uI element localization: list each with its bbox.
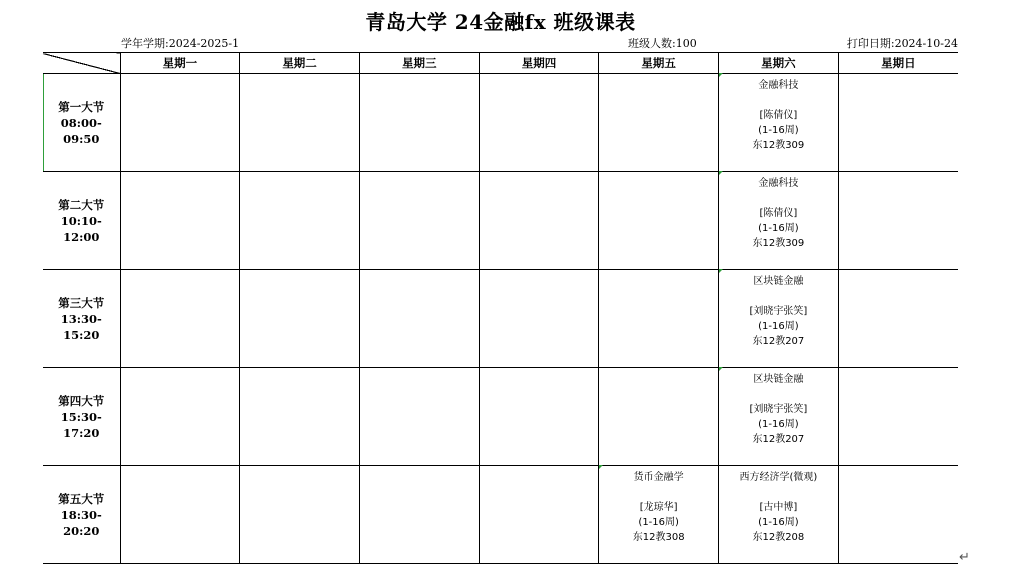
day-header-tue: 星期二	[240, 53, 360, 74]
comment-marker-icon	[719, 73, 723, 77]
slot-cell[interactable]	[838, 270, 958, 368]
course-room: 东12教309	[752, 140, 805, 151]
course-teacher: [陈倩仪]	[759, 110, 798, 121]
slot-cell[interactable]	[599, 74, 719, 172]
period-end: 09:50	[63, 131, 100, 146]
slot-cell[interactable]	[599, 172, 719, 270]
slot-cell[interactable]	[479, 466, 599, 564]
comment-marker-icon	[719, 367, 723, 371]
period-start: 18:30-	[60, 507, 102, 522]
slot-cell[interactable]	[599, 270, 719, 368]
slot-cell[interactable]	[120, 466, 240, 564]
page-title: 青岛大学 24金融fx 班级课表	[365, 10, 636, 34]
slot-cell[interactable]	[599, 368, 719, 466]
period-row-1	[43, 74, 958, 172]
day-header-fri: 星期五	[599, 53, 719, 74]
period-name: 第四大节	[58, 393, 105, 408]
period-cell-4	[43, 368, 120, 466]
slot-cell[interactable]	[479, 270, 599, 368]
course-entry	[719, 368, 838, 465]
course-cell[interactable]	[719, 368, 839, 466]
course-cell[interactable]	[719, 74, 839, 172]
course-cell[interactable]	[599, 466, 719, 564]
period-name: 第三大节	[58, 295, 105, 310]
period-row-5	[43, 466, 958, 564]
course-weeks: (1-16周)	[758, 517, 799, 528]
course-weeks: (1-16周)	[758, 125, 799, 136]
period-cell-1	[43, 74, 120, 172]
course-room: 东12教308	[632, 532, 685, 543]
slot-cell[interactable]	[838, 368, 958, 466]
period-row-4	[43, 368, 958, 466]
period-end: 12:00	[63, 229, 100, 244]
course-room: 东12教208	[752, 532, 805, 543]
course-cell[interactable]	[719, 466, 839, 564]
course-room: 东12教309	[752, 238, 805, 249]
course-room: 东12教207	[752, 434, 805, 445]
slot-cell[interactable]	[240, 270, 360, 368]
course-weeks: (1-16周)	[758, 419, 799, 430]
course-teacher: [古中博]	[759, 502, 798, 513]
slot-cell[interactable]	[838, 466, 958, 564]
period-start: 10:10-	[60, 213, 102, 228]
course-name: 区块链金融	[753, 276, 804, 287]
comment-marker-icon	[719, 269, 723, 273]
course-entry	[719, 172, 838, 269]
course-weeks: (1-16周)	[758, 223, 799, 234]
slot-cell[interactable]	[359, 172, 479, 270]
slot-cell[interactable]	[120, 368, 240, 466]
corner-cell	[43, 53, 120, 74]
period-name: 第一大节	[58, 99, 105, 114]
course-name: 金融科技	[758, 178, 799, 189]
course-name: 区块链金融	[753, 374, 804, 385]
course-cell[interactable]	[719, 172, 839, 270]
course-entry	[719, 270, 838, 367]
slot-cell[interactable]	[120, 74, 240, 172]
slot-cell[interactable]	[240, 368, 360, 466]
slot-cell[interactable]	[359, 368, 479, 466]
period-cell-5	[43, 466, 120, 564]
paragraph-end-icon: ↵	[959, 550, 970, 565]
day-header-thu: 星期四	[479, 53, 599, 74]
course-name: 货币金融学	[633, 472, 684, 483]
day-header-sun: 星期日	[838, 53, 958, 74]
course-room: 东12教207	[752, 336, 805, 347]
period-start: 15:30-	[60, 409, 102, 424]
slot-cell[interactable]	[838, 172, 958, 270]
period-end: 15:20	[63, 327, 100, 342]
course-teacher: [龙琼华]	[639, 502, 678, 513]
day-header-sat: 星期六	[719, 53, 839, 74]
period-name: 第五大节	[58, 491, 105, 506]
slot-cell[interactable]	[359, 270, 479, 368]
course-name: 西方经济学(微观)	[739, 472, 818, 483]
slot-cell[interactable]	[359, 74, 479, 172]
course-weeks: (1-16周)	[638, 517, 679, 528]
header-row	[43, 53, 958, 74]
slot-cell[interactable]	[479, 368, 599, 466]
course-entry	[719, 74, 838, 171]
period-row-2	[43, 172, 958, 270]
timetable-sheet	[43, 9, 958, 564]
period-name: 第二大节	[58, 197, 105, 212]
course-teacher: [刘晓宇张笑]	[749, 306, 808, 317]
slot-cell[interactable]	[240, 466, 360, 564]
class-size-label: 班级人数:100	[628, 37, 697, 50]
term-label: 学年学期:2024-2025-1	[121, 37, 240, 50]
course-weeks: (1-16周)	[758, 321, 799, 332]
period-cell-3	[43, 270, 120, 368]
slot-cell[interactable]	[359, 466, 479, 564]
period-cell-2	[43, 172, 120, 270]
slot-cell[interactable]	[240, 172, 360, 270]
period-end: 20:20	[63, 523, 100, 538]
course-teacher: [陈倩仪]	[759, 208, 798, 219]
course-entry	[719, 466, 838, 563]
comment-marker-icon	[719, 171, 723, 175]
slot-cell[interactable]	[240, 74, 360, 172]
period-row-3	[43, 270, 958, 368]
course-cell[interactable]	[719, 270, 839, 368]
period-end: 17:20	[63, 425, 100, 440]
course-entry	[599, 466, 718, 563]
meta-row	[43, 35, 958, 52]
slot-cell[interactable]	[479, 74, 599, 172]
day-header-mon: 星期一	[120, 53, 240, 74]
comment-marker-icon	[599, 465, 603, 469]
course-name: 金融科技	[758, 80, 799, 91]
slot-cell[interactable]	[838, 74, 958, 172]
print-date-label: 打印日期:2024-10-24	[846, 37, 958, 50]
course-teacher: [刘晓宇张笑]	[749, 404, 808, 415]
slot-cell[interactable]	[120, 270, 240, 368]
slot-cell[interactable]	[479, 172, 599, 270]
slot-cell[interactable]	[120, 172, 240, 270]
day-header-wed: 星期三	[359, 53, 479, 74]
period-start: 08:00-	[60, 115, 102, 130]
timetable-grid	[43, 52, 958, 564]
period-start: 13:30-	[60, 311, 102, 326]
